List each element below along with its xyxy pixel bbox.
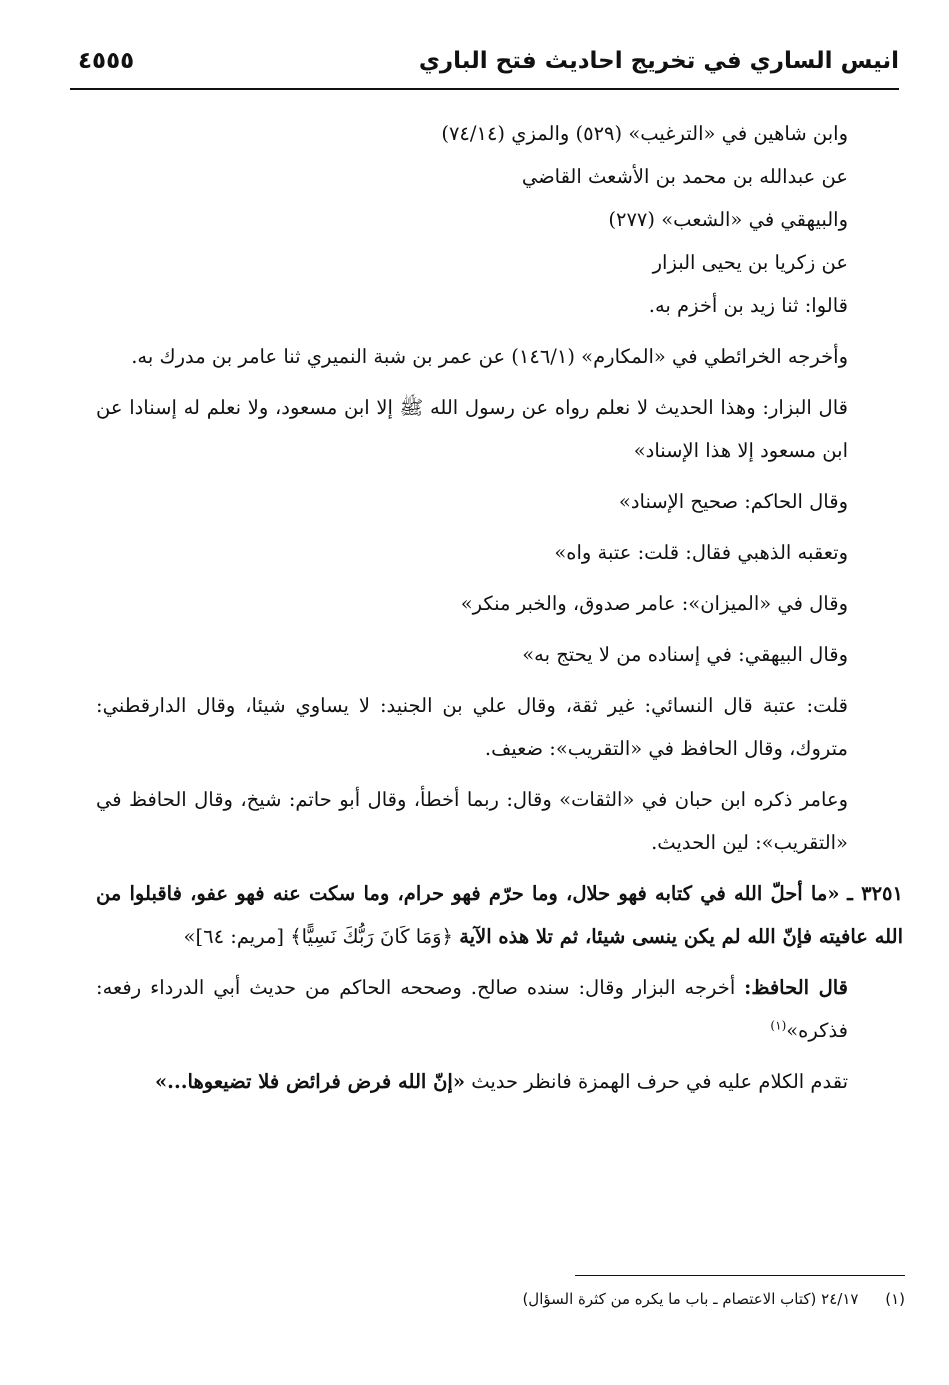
paragraph: وعامر ذكره ابن حبان في «الثقات» وقال: ربما أخطأ، وقال أبو حاتم: شيخ، وقال الحافظ في «التقريب»: لين الحديث. xyxy=(96,788,848,854)
text-line: عن زكريا بن يحيى البزار xyxy=(652,251,848,274)
running-title: انيس الساري في تخريج احاديث فتح الباري xyxy=(418,48,899,74)
hafiz-comment xyxy=(96,966,903,1052)
text-line: والبيهقي في «الشعب» (٢٧٧) xyxy=(608,208,848,231)
quran-reference: [مريم: ٦٤]» xyxy=(183,925,285,948)
header-divider xyxy=(70,88,899,90)
paragraph: وقال البيهقي: في إسناده من لا يحتج به» xyxy=(522,643,848,666)
closing-paragraph xyxy=(96,1060,903,1103)
page-body xyxy=(96,112,903,1111)
footnote-text: ٢٤/١٧ (كتاب الاعتصام ـ باب ما يكره من كثرة السؤال) xyxy=(522,1290,859,1308)
referenced-hadith: «إنّ الله فرض فرائض فلا تضيعوها...» xyxy=(154,1070,466,1093)
hadith-entry xyxy=(96,872,903,958)
footnote xyxy=(522,1290,905,1308)
footnote-marker: (١) xyxy=(885,1290,905,1308)
hadith-number: ٣٢٥١ ـ xyxy=(847,882,903,905)
paragraph: قلت: عتبة قال النسائي: غير ثقة، وقال علي بن الجنيد: لا يساوي شيئا، وقال الدارقطني: متروك، وقال الحافظ في «التقريب»: ضعيف. xyxy=(96,694,848,760)
paragraph: قال البزار: وهذا الحديث لا نعلم رواه عن رسول الله ﷺ إلا ابن مسعود، ولا نعلم له إسنادا عن ابن مسعود إلا هذا الإسناد» xyxy=(96,396,848,462)
footnote-divider xyxy=(575,1275,905,1276)
paragraph: وتعقبه الذهبي فقال: قلت: عتبة واه» xyxy=(554,541,848,564)
text-line: قالوا: ثنا زيد بن أخزم به. xyxy=(648,294,848,317)
footnote-reference: (١) xyxy=(770,1018,787,1033)
text-line: وابن شاهين في «الترغيب» (٥٢٩) والمزي (٧٤/١٤) xyxy=(441,122,848,145)
hafiz-label: قال الحافظ: xyxy=(744,976,848,999)
paragraph: وقال في «الميزان»: عامر صدوق، والخبر منكر» xyxy=(460,592,848,615)
paragraph: وقال الحاكم: صحيح الإسناد» xyxy=(618,490,848,513)
text-line: عن عبدالله بن محمد بن الأشعث القاضي xyxy=(521,165,848,188)
closing-text: تقدم الكلام عليه في حرف الهمزة فانظر حديث xyxy=(471,1070,848,1093)
paragraph: وأخرجه الخرائطي في «المكارم» (١٤٦/١) عن عمر بن شبة النميري ثنا عامر بن مدرك به. xyxy=(131,345,848,368)
hafiz-text: أخرجه البزار وقال: سنده صالح. وصححه الحاكم من حديث أبي الدرداء رفعه: فذكره» xyxy=(96,976,848,1042)
page-header xyxy=(70,48,899,88)
hadith-text: «ما أحلّ الله في كتابه فهو حلال، وما حرّم فهو حرام، وما سكت عنه فهو عفو، فاقبلوا من الله عافيته فإنّ الله لم يكن ينسى شيئا، ثم تلا هذه الآية xyxy=(96,882,903,948)
quran-verse: ﴿وَمَا كَانَ رَبُّكَ نَسِيًّا﴾ xyxy=(290,925,453,948)
page-number: ٤٥٥٥ xyxy=(78,48,135,74)
